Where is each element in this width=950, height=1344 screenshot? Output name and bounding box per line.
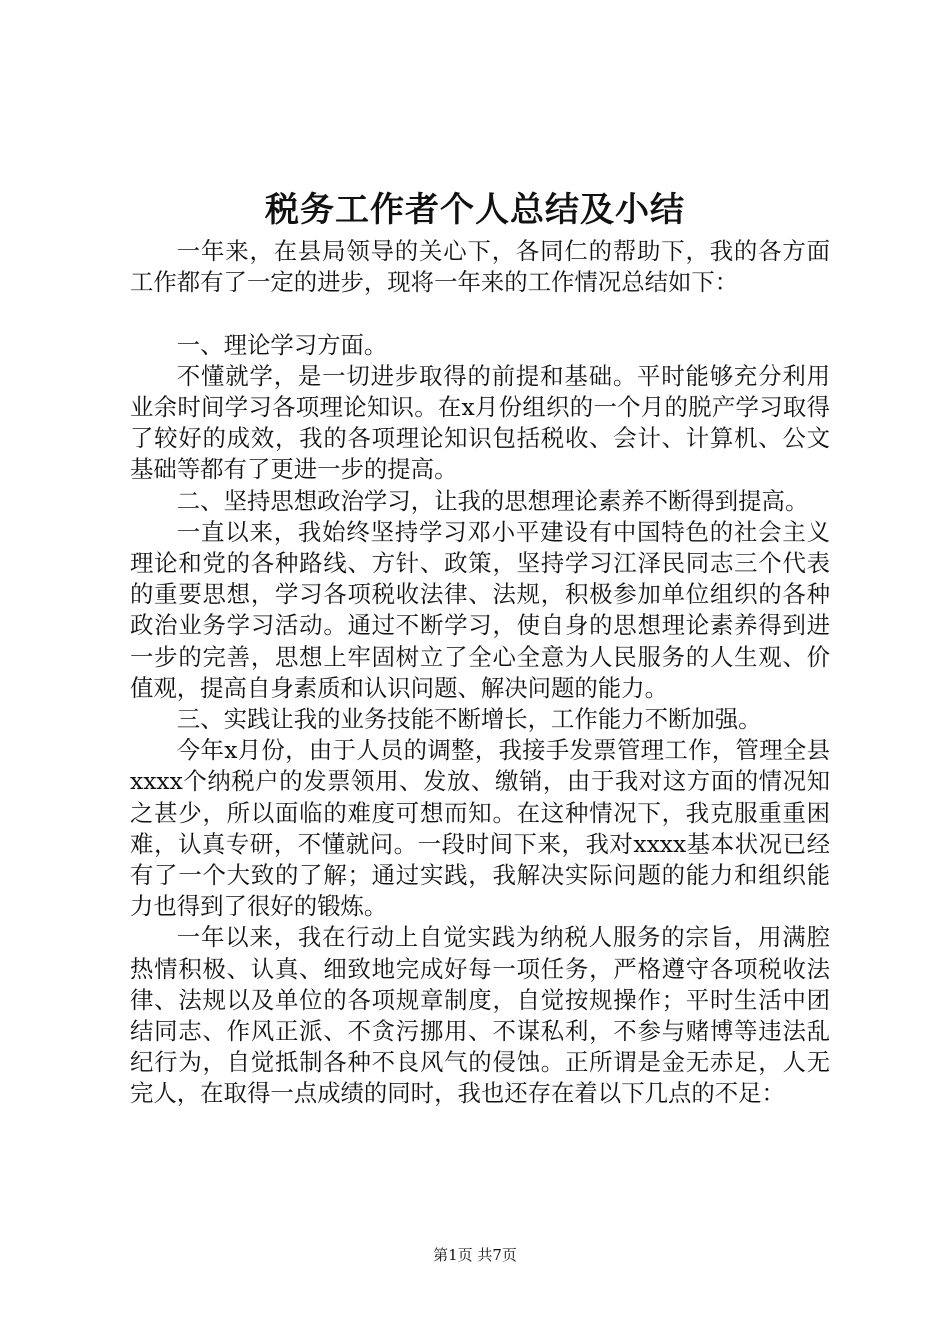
paragraph-intro: 一年来，在县局领导的关心下，各同仁的帮助下，我的各方面工作都有了一定的进步，现将一年来的工作情况总结如下： [130, 237, 830, 297]
document-title: 税务工作者个人总结及小结 [265, 190, 685, 230]
section-heading-theory: 一、理论学习方面。 [176, 330, 388, 359]
section-heading-politics: 二、坚持思想政治学习，让我的思想理论素养不断得到提高。 [176, 486, 809, 515]
document-body [130, 236, 830, 1110]
paragraph-conduct: 一年以来，我在行动上自觉实践为纳税人服务的宗旨，用满腔热情积极、认真、细致地完成好每一项任务，严格遵守各项税收法律、法规以及单位的各项规章制度，自觉按规操作；平时生活中团结同志、作风正派、不贪污挪用、不谋私利，不参与赌博等违法乱纪行为，自觉抵制各种不良风气的侵蚀。正所谓是金无赤足，人无完人，在取得一点成绩的同时，我也还存在着以下几点的不足： [130, 923, 830, 1108]
paragraph-politics: 一直以来，我始终坚持学习邓小平建设有中国特色的社会主义理论和党的各种路线、方针、政策，坚持学习江泽民同志三个代表的重要思想，学习各项税收法律、法规，积极参加单位组织的各种政治业务学习活动。通过不断学习，使自身的思想理论素养得到进一步的完善，思想上牢固树立了全心全意为人民服务的人生观、价值观，提高自身素质和认识问题、解决问题的能力。 [130, 517, 830, 702]
section-heading-practice: 三、实践让我的业务技能不断增长，工作能力不断加强。 [176, 705, 762, 734]
paragraph-practice: 今年x月份，由于人员的调整，我接手发票管理工作，管理全县xxxx个纳税户的发票领用、发放、缴销，由于我对这方面的情况知之甚少，所以面临的难度可想而知。在这种情况下，我克服重重困难，认真专研，不懂就问。一段时间下来，我对xxxx基本状况已经有了一个大致的了解；通过实践，我解决实际问题的能力和组织能力也得到了很好的锻炼。 [130, 736, 830, 921]
page-footer: 第1页 共7页 [433, 1246, 517, 1264]
paragraph-theory: 不懂就学，是一切进步取得的前提和基础。平时能够充分利用业余时间学习各项理论知识。在x月份组织的一个月的脱产学习取得了较好的成效，我的各项理论知识包括税收、会计、计算机、公文基础等都有了更进一步的提高。 [130, 361, 830, 484]
